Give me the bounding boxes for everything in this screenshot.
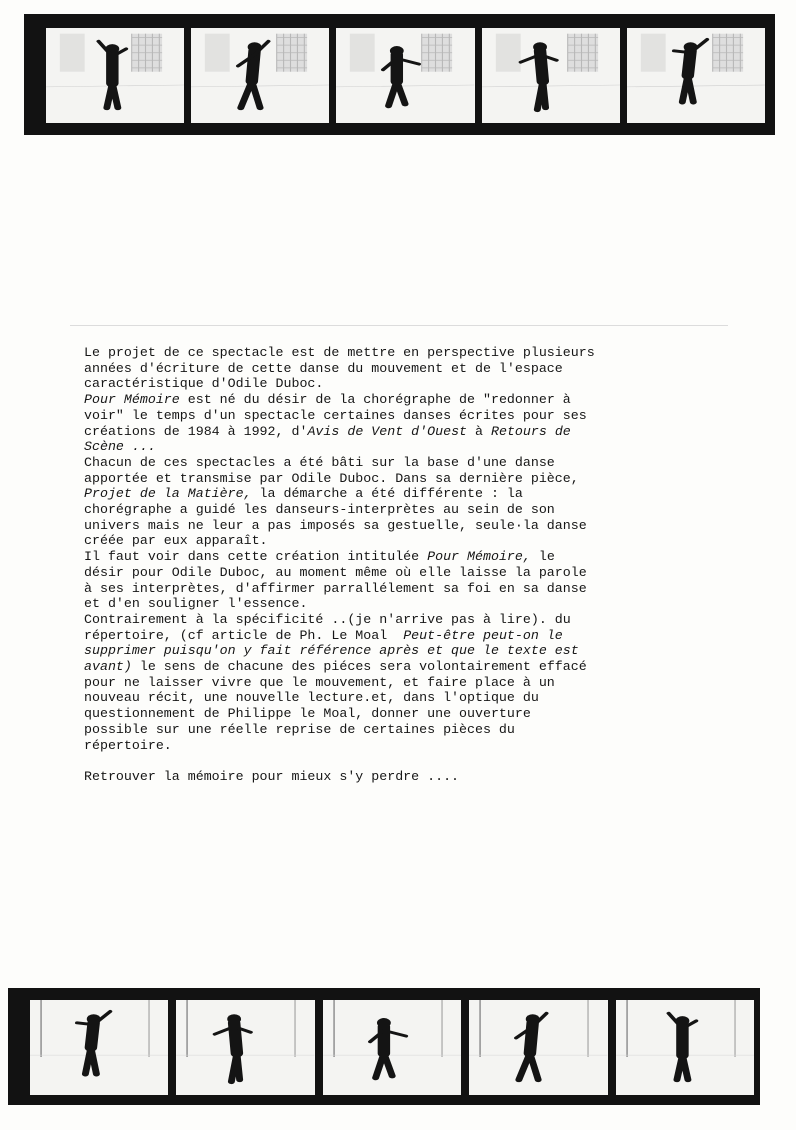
text-run: univers mais ne leur a pas imposés sa gestuelle, seule·la danse bbox=[84, 517, 587, 533]
photo-dancer bbox=[469, 1000, 607, 1095]
text-run: désir pour Odile Duboc, au moment même où elle laisse la parole bbox=[84, 564, 587, 580]
text-line bbox=[84, 533, 724, 549]
text-line bbox=[84, 361, 724, 377]
photo-dancer bbox=[323, 1000, 461, 1095]
text-run: possible sur une réelle reprise de certaines pièces du bbox=[84, 721, 515, 737]
italic-title: Scène ... bbox=[84, 439, 156, 455]
text-line bbox=[84, 439, 724, 455]
text-line bbox=[84, 455, 724, 471]
text-run: caractéristique d'Odile Duboc. bbox=[84, 376, 324, 392]
text-run: créations de 1984 à 1992, d' bbox=[84, 423, 308, 439]
text-run: Contrairement à la spécificité ..(je n'arrive pas à lire). du bbox=[84, 611, 571, 627]
scan-rule bbox=[70, 325, 728, 326]
text-run: et d'en souligner l'essence. bbox=[84, 596, 308, 612]
text-run: le bbox=[530, 549, 555, 565]
text-line bbox=[84, 690, 724, 706]
photo-dancer bbox=[627, 28, 765, 123]
photo-dancer bbox=[191, 28, 329, 123]
photo-dancer bbox=[30, 1000, 168, 1095]
text-line bbox=[84, 376, 724, 392]
text-run: la démarche a été différente : la bbox=[251, 486, 523, 502]
text-line bbox=[84, 706, 724, 722]
text-line bbox=[84, 612, 724, 628]
paragraph bbox=[84, 455, 724, 549]
text-line bbox=[84, 471, 724, 487]
italic-title: supprimer puisqu'on y fait référence après et que le texte est bbox=[84, 643, 579, 659]
italic-title: Pour Mémoire, bbox=[427, 549, 531, 565]
italic-title: Projet de la Matière, bbox=[84, 486, 252, 502]
text-line bbox=[84, 565, 724, 581]
italic-title: Retours de bbox=[490, 423, 571, 439]
photo-dancer bbox=[176, 1000, 314, 1095]
text-line bbox=[84, 518, 724, 534]
body-text bbox=[84, 345, 724, 785]
text-run: Il faut voir dans cette création intitulée bbox=[84, 549, 428, 565]
paragraph bbox=[84, 612, 724, 753]
text-run: répertoire. bbox=[84, 737, 172, 753]
text-run: à bbox=[467, 423, 491, 439]
text-run: nouveau récit, une nouvelle lecture.et, dans l'optique du bbox=[84, 690, 539, 706]
text-line bbox=[84, 502, 724, 518]
text-run: Chacun de ces spectacles a été bâti sur la base d'une danse bbox=[84, 454, 555, 470]
photo-strip-bottom bbox=[8, 988, 760, 1105]
text-run: à ses interprètes, d'affirmer parrallélement sa foi en sa danse bbox=[84, 580, 587, 596]
photo-dancer bbox=[482, 28, 620, 123]
paragraph bbox=[84, 392, 724, 455]
text-line bbox=[84, 722, 724, 738]
text-run: créée par eux apparaît. bbox=[84, 533, 268, 549]
italic-title: Peut-être peut-on le bbox=[403, 627, 563, 643]
text-run: années d'écriture de cette danse du mouvement et de l'espace bbox=[84, 360, 563, 376]
text-run: Le projet de ce spectacle est de mettre en perspective plusieurs bbox=[84, 345, 595, 360]
text-line bbox=[84, 628, 724, 644]
text-line bbox=[84, 486, 724, 502]
closing-line: Retrouver la mémoire pour mieux s'y perdre .... bbox=[84, 768, 460, 784]
text-line bbox=[84, 345, 724, 361]
photo-dancer bbox=[336, 28, 474, 123]
text-line bbox=[84, 738, 724, 754]
paragraph bbox=[84, 345, 724, 392]
photo-strip-top bbox=[24, 14, 775, 135]
text-run: apportée et transmise par Odile Duboc. Dans sa dernière pièce, bbox=[84, 470, 579, 486]
text-line bbox=[84, 596, 724, 612]
photo-dancer bbox=[616, 1000, 754, 1095]
italic-title: avant) bbox=[84, 659, 132, 675]
text-run: répertoire, (cf article de Ph. Le Moal bbox=[84, 627, 404, 643]
italic-title: Pour Mémoire bbox=[84, 392, 180, 408]
text-line bbox=[84, 659, 724, 675]
photo-dancer bbox=[46, 28, 184, 123]
text-run: est né du désir de la chorégraphe de "redonner à bbox=[179, 392, 571, 408]
text-line bbox=[84, 643, 724, 659]
text-run: le sens de chacune des piéces sera volontairement effacé bbox=[131, 659, 587, 675]
text-line bbox=[84, 392, 724, 408]
text-line bbox=[84, 424, 724, 440]
text-line bbox=[84, 549, 724, 565]
paragraph bbox=[84, 549, 724, 612]
text-line bbox=[84, 581, 724, 597]
text-line bbox=[84, 408, 724, 424]
text-run: voir" le temps d'un spectacle certaines danses écrites pour ses bbox=[84, 407, 587, 423]
text-run: questionnement de Philippe le Moal, donner une ouverture bbox=[84, 706, 531, 722]
text-run: chorégraphe a guidé les danseurs-interprètes au sein de son bbox=[84, 502, 555, 518]
text-run: pour ne laisser vivre que le mouvement, et faire place à un bbox=[84, 674, 555, 690]
italic-title: Avis de Vent d'Ouest bbox=[307, 423, 468, 439]
text-line bbox=[84, 675, 724, 691]
